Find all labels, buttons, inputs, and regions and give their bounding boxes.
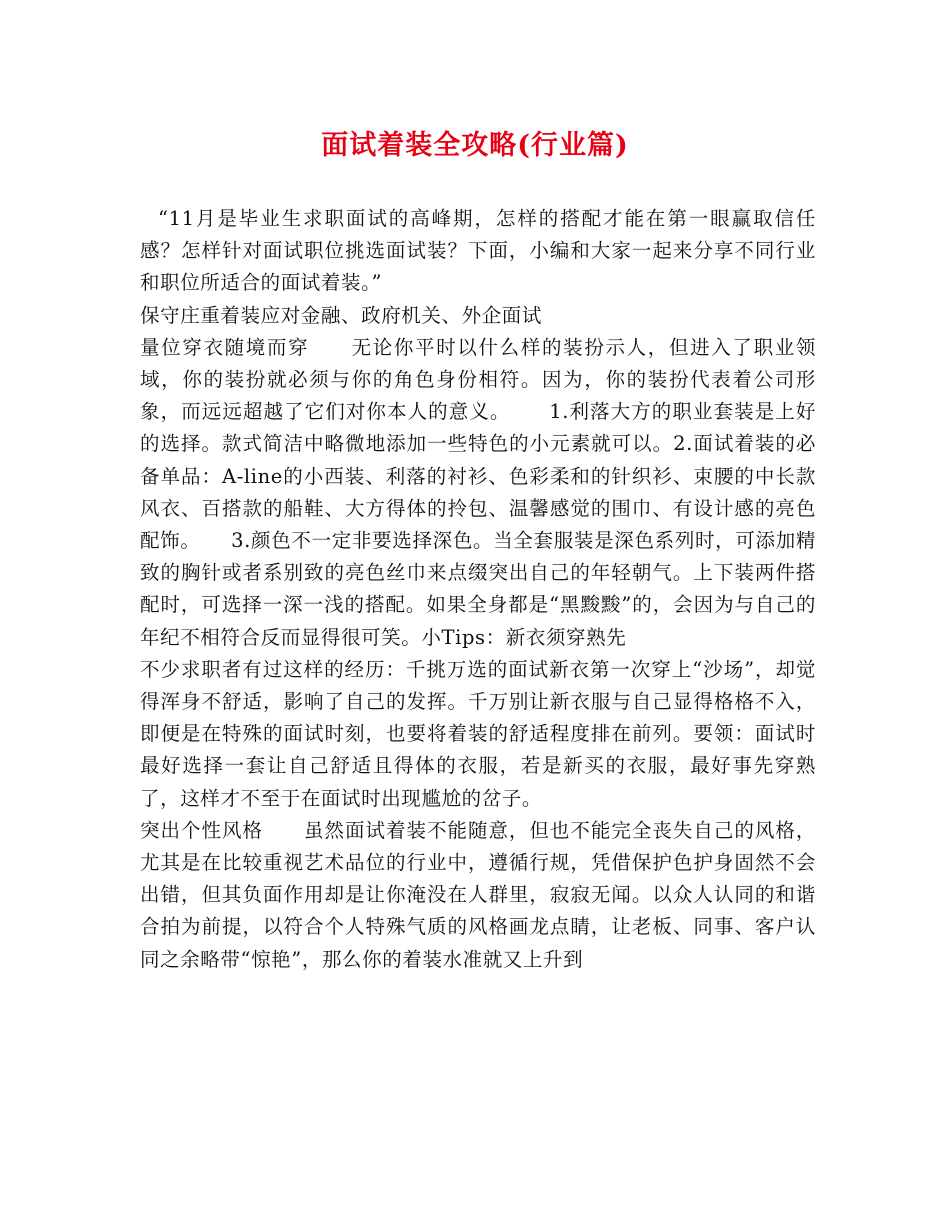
page-title: 面试着装全攻略(行业篇) [321, 130, 629, 161]
body-paragraph-dress-by-position: 量位穿衣随境而穿 无论你平时以什么样的装扮示人，但进入了职业领域，你的装扮就必须与你的角色身份相符。因为，你的装扮代表着公司形象，而远远超越了它们对你本人的意义。 1.利落大方的职业套装是上好的选择。款式简洁中略微地添加一些特色的小元素就可以。2.面试着装的必备单品：A-line的小西装、利落的衬衫、色彩柔和的针织衫、束腰的中长款风衣、百搭款的船鞋、大方得体的拎包、温馨感觉的围巾、有设计感的亮色配饰。 3.颜色不一定非要选择深色。当全套服装是深色系列时，可添加精致的胸针或者系别致的亮色丝巾来点缀突出自己的年轻朝气。上下装两件搭配时，可选择一深一浅的搭配。如果全身都是“黑黢黢”的，会因为与自己的年纪不相符合反而显得很可笑。小Tips：新衣须穿熟先 [140, 335, 816, 649]
article-body [140, 203, 816, 976]
body-paragraph-personal-style: 突出个性风格 虽然面试着装不能随意，但也不能完全丧失自己的风格，尤其是在比较重视艺术品位的行业中，遵循行规，凭借保护色护身固然不会出错，但其负面作用却是让你淹没在人群里，寂寂无闻。以众人认同的和谐合拍为前提，以符合个人特殊气质的风格画龙点睛，让老板、同事、客户认同之余略带“惊艳”，那么你的着装水准就又上升到 [140, 818, 816, 971]
intro-paragraph: “11月是毕业生求职面试的高峰期，怎样的搭配才能在第一眼赢取信任感？怎样针对面试职位挑选面试装？下面，小编和大家一起来分享不同行业和职位所适合的面试着装。” [140, 207, 816, 295]
section-heading-conservative: 保守庄重着装应对金融、政府机关、外企面试 [140, 303, 543, 327]
body-paragraph-new-clothes: 不少求职者有过这样的经历：千挑万选的面试新衣第一次穿上“沙场”，却觉得浑身不舒适，影响了自己的发挥。千万别让新衣服与自己显得格格不入，即便是在特殊的面试时刻，也要将着装的舒适程度排在前列。要领：面试时最好选择一套让自己舒适且得体的衣服，若是新买的衣服，最好事先穿熟了，这样才不至于在面试时出现尴尬的岔子。 [140, 657, 816, 810]
